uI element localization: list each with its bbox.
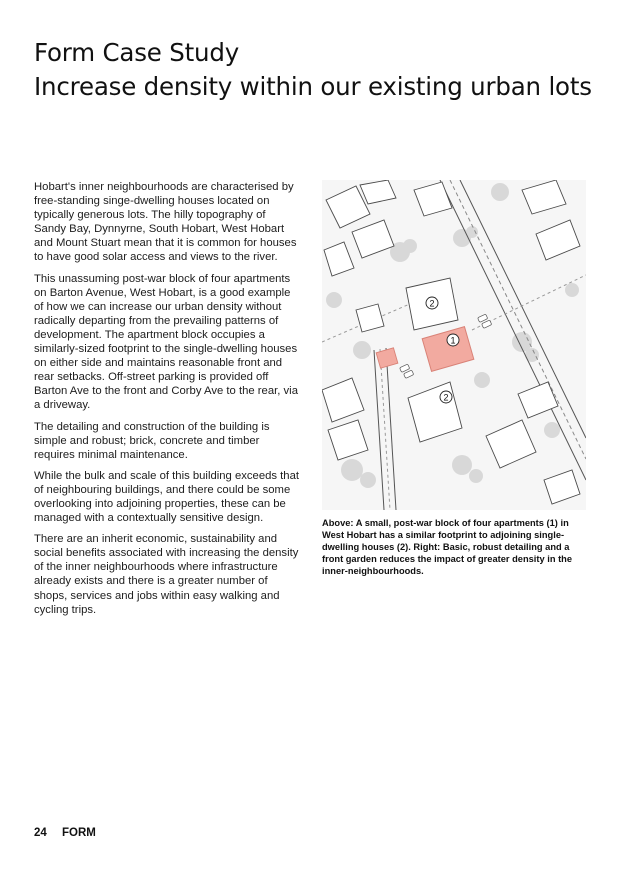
title-line-1: Form Case Study — [34, 38, 239, 67]
page-title — [34, 36, 592, 104]
page-footer — [34, 827, 96, 839]
figure-caption: Above: A small, post-war block of four apartments (1) in West Hobart has a similar footprint to adjoining single-dwelling houses (2). Right: Basic, robust detailing and a front garden reduces the impact of greater density in the inner-neighbourhoods. — [322, 518, 573, 576]
marker-house-top — [426, 297, 438, 309]
site-plan-drawing — [322, 180, 586, 510]
marker-apartment — [447, 334, 459, 346]
marker-apartment-label: 1 — [450, 335, 456, 346]
body-paragraph-3: The detailing and construction of the building is simple and robust; brick, concrete and timber requires minimal maintenance. — [34, 420, 270, 461]
section-label: FORM — [62, 827, 96, 839]
marker-house-bottom-label: 2 — [443, 392, 449, 403]
body-paragraph-1: Hobart's inner neighbourhoods are characterised by free-standing singe-dwelling houses located on typically generous lots. The hilly topography of Sandy Bay, Dynnyrne, South Hobart, West Hobart and Mount Stuart mean that it is common for houses to have good solar access and views to the river. — [34, 181, 297, 264]
body-paragraph-4: While the bulk and scale of this building exceeds that of neighbouring buildings, and there could be some overlooking into adjoining properties, these can be managed with a contextually sensitive design. — [34, 469, 300, 525]
title-line-2: Increase density within our existing urban lots — [34, 72, 592, 101]
page-number: 24 — [34, 827, 47, 839]
body-paragraph-5: There are an inherit economic, sustainability and social benefits associated with increasing the density of the inner neighbourhoods where infrastructure already exists and there is a greater number of shops, services and jobs within easy walking and cycling trips. — [34, 533, 299, 616]
body-paragraph-2: This unassuming post-war block of four apartments on Barton Avenue, West Hobart, is a good example of how we can increase our urban density without radically departing from the prevailing patterns of development. The apartment block occupies a similarly-sized footprint to the single-dwelling houses on either side and maintains reasonable front and rear setbacks. Off-street parking is provided off Barton Ave to the front and Corby Ave to the rear, via a driveway. — [34, 272, 298, 412]
marker-house-top-label: 2 — [429, 298, 435, 309]
site-plan-figure — [322, 180, 586, 510]
body-text — [34, 180, 300, 624]
marker-house-bottom — [440, 391, 452, 403]
